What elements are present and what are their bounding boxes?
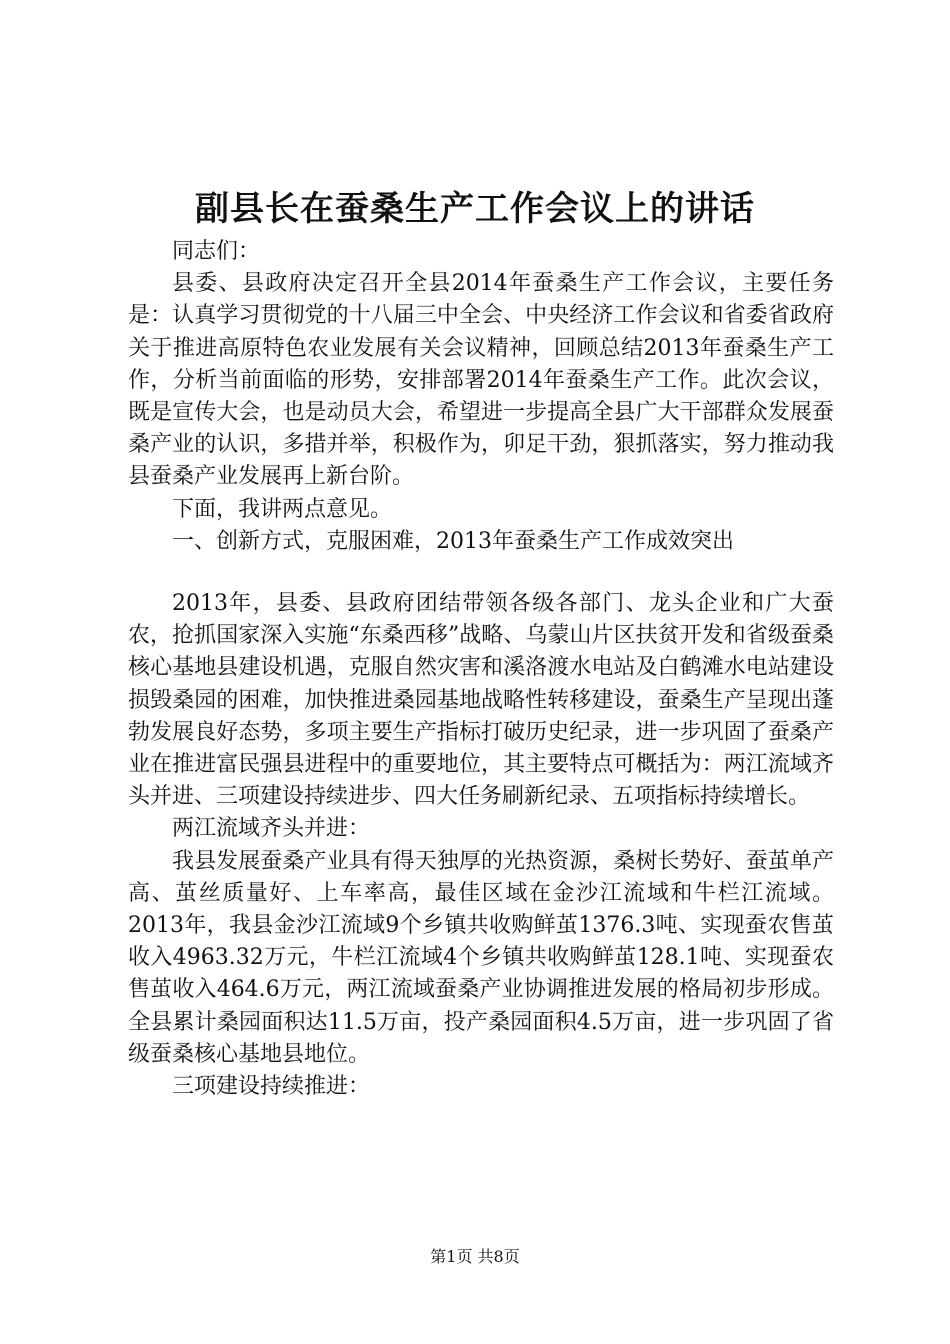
document-body bbox=[128, 236, 834, 1103]
intro-paragraph: 县委、县政府决定召开全县2014年蚕桑生产工作会议，主要任务是：认真学习贯彻党的十八届三中全会、中央经济工作会议和省委省政府关于推进高原特色农业发展有关会议精神，回顾总结2013年蚕桑生产工作，分析当前面临的形势，安排部署2014年蚕桑生产工作。此次会议，既是宣传大会，也是动员大会，希望进一步提高全县广大干部群众发展蚕桑产业的认识，多措并举，积极作为，卯足干劲，狠抓落实，努力推动我县蚕桑产业发展再上新台阶。 bbox=[128, 271, 834, 490]
document-title: 副县长在蚕桑生产工作会议上的讲话 bbox=[195, 189, 755, 229]
salutation-paragraph: 同志们： bbox=[172, 239, 261, 264]
page-number: 第1页 共8页 bbox=[430, 1247, 520, 1266]
summary-paragraph: 2013年，县委、县政府团结带领各级各部门、龙头企业和广大蚕农，抢抓国家深入实施“东桑西移”战略、乌蒙山片区扶贫开发和省级蚕桑核心基地县建设机遇，克服自然灾害和溪洛渡水电站及白鹤滩水电站建设损毁桑园的困难，加快推进桑园基地战略性转移建设，蚕桑生产呈现出蓬勃发展良好态势，多项主要生产指标打破历史纪录，进一步巩固了蚕桑产业在推进富民强县进程中的重要地位，其主要特点可概括为：两江流域齐头并进、三项建设持续进步、四大任务刷新纪录、五项指标持续增长。 bbox=[128, 591, 834, 810]
subheading-two-rivers: 两江流域齐头并进： bbox=[172, 816, 371, 842]
section-heading-1: 一、创新方式，克服困难，2013年蚕桑生产工作成效突出 bbox=[172, 528, 734, 554]
subheading-three-projects: 三项建设持续推进： bbox=[172, 1074, 371, 1100]
transition-paragraph: 下面，我讲两点意见。 bbox=[172, 496, 393, 522]
two-rivers-paragraph: 我县发展蚕桑产业具有得天独厚的光热资源，桑树长势好、蚕茧单产高、茧丝质量好、上车率高，最佳区域在金沙江流域和牛栏江流域。2013年，我县金沙江流域9个乡镇共收购鲜茧1376.3吨、实现蚕农售茧收入4963.32万元，牛栏江流域4个乡镇共收购鲜茧128.1吨、实现蚕农售茧收入464.6万元，两江流域蚕桑产业协调推进发展的格局初步形成。全县累计桑园面积达11.5万亩，投产桑园面积4.5万亩，进一步巩固了省级蚕桑核心基地县地位。 bbox=[128, 848, 834, 1067]
